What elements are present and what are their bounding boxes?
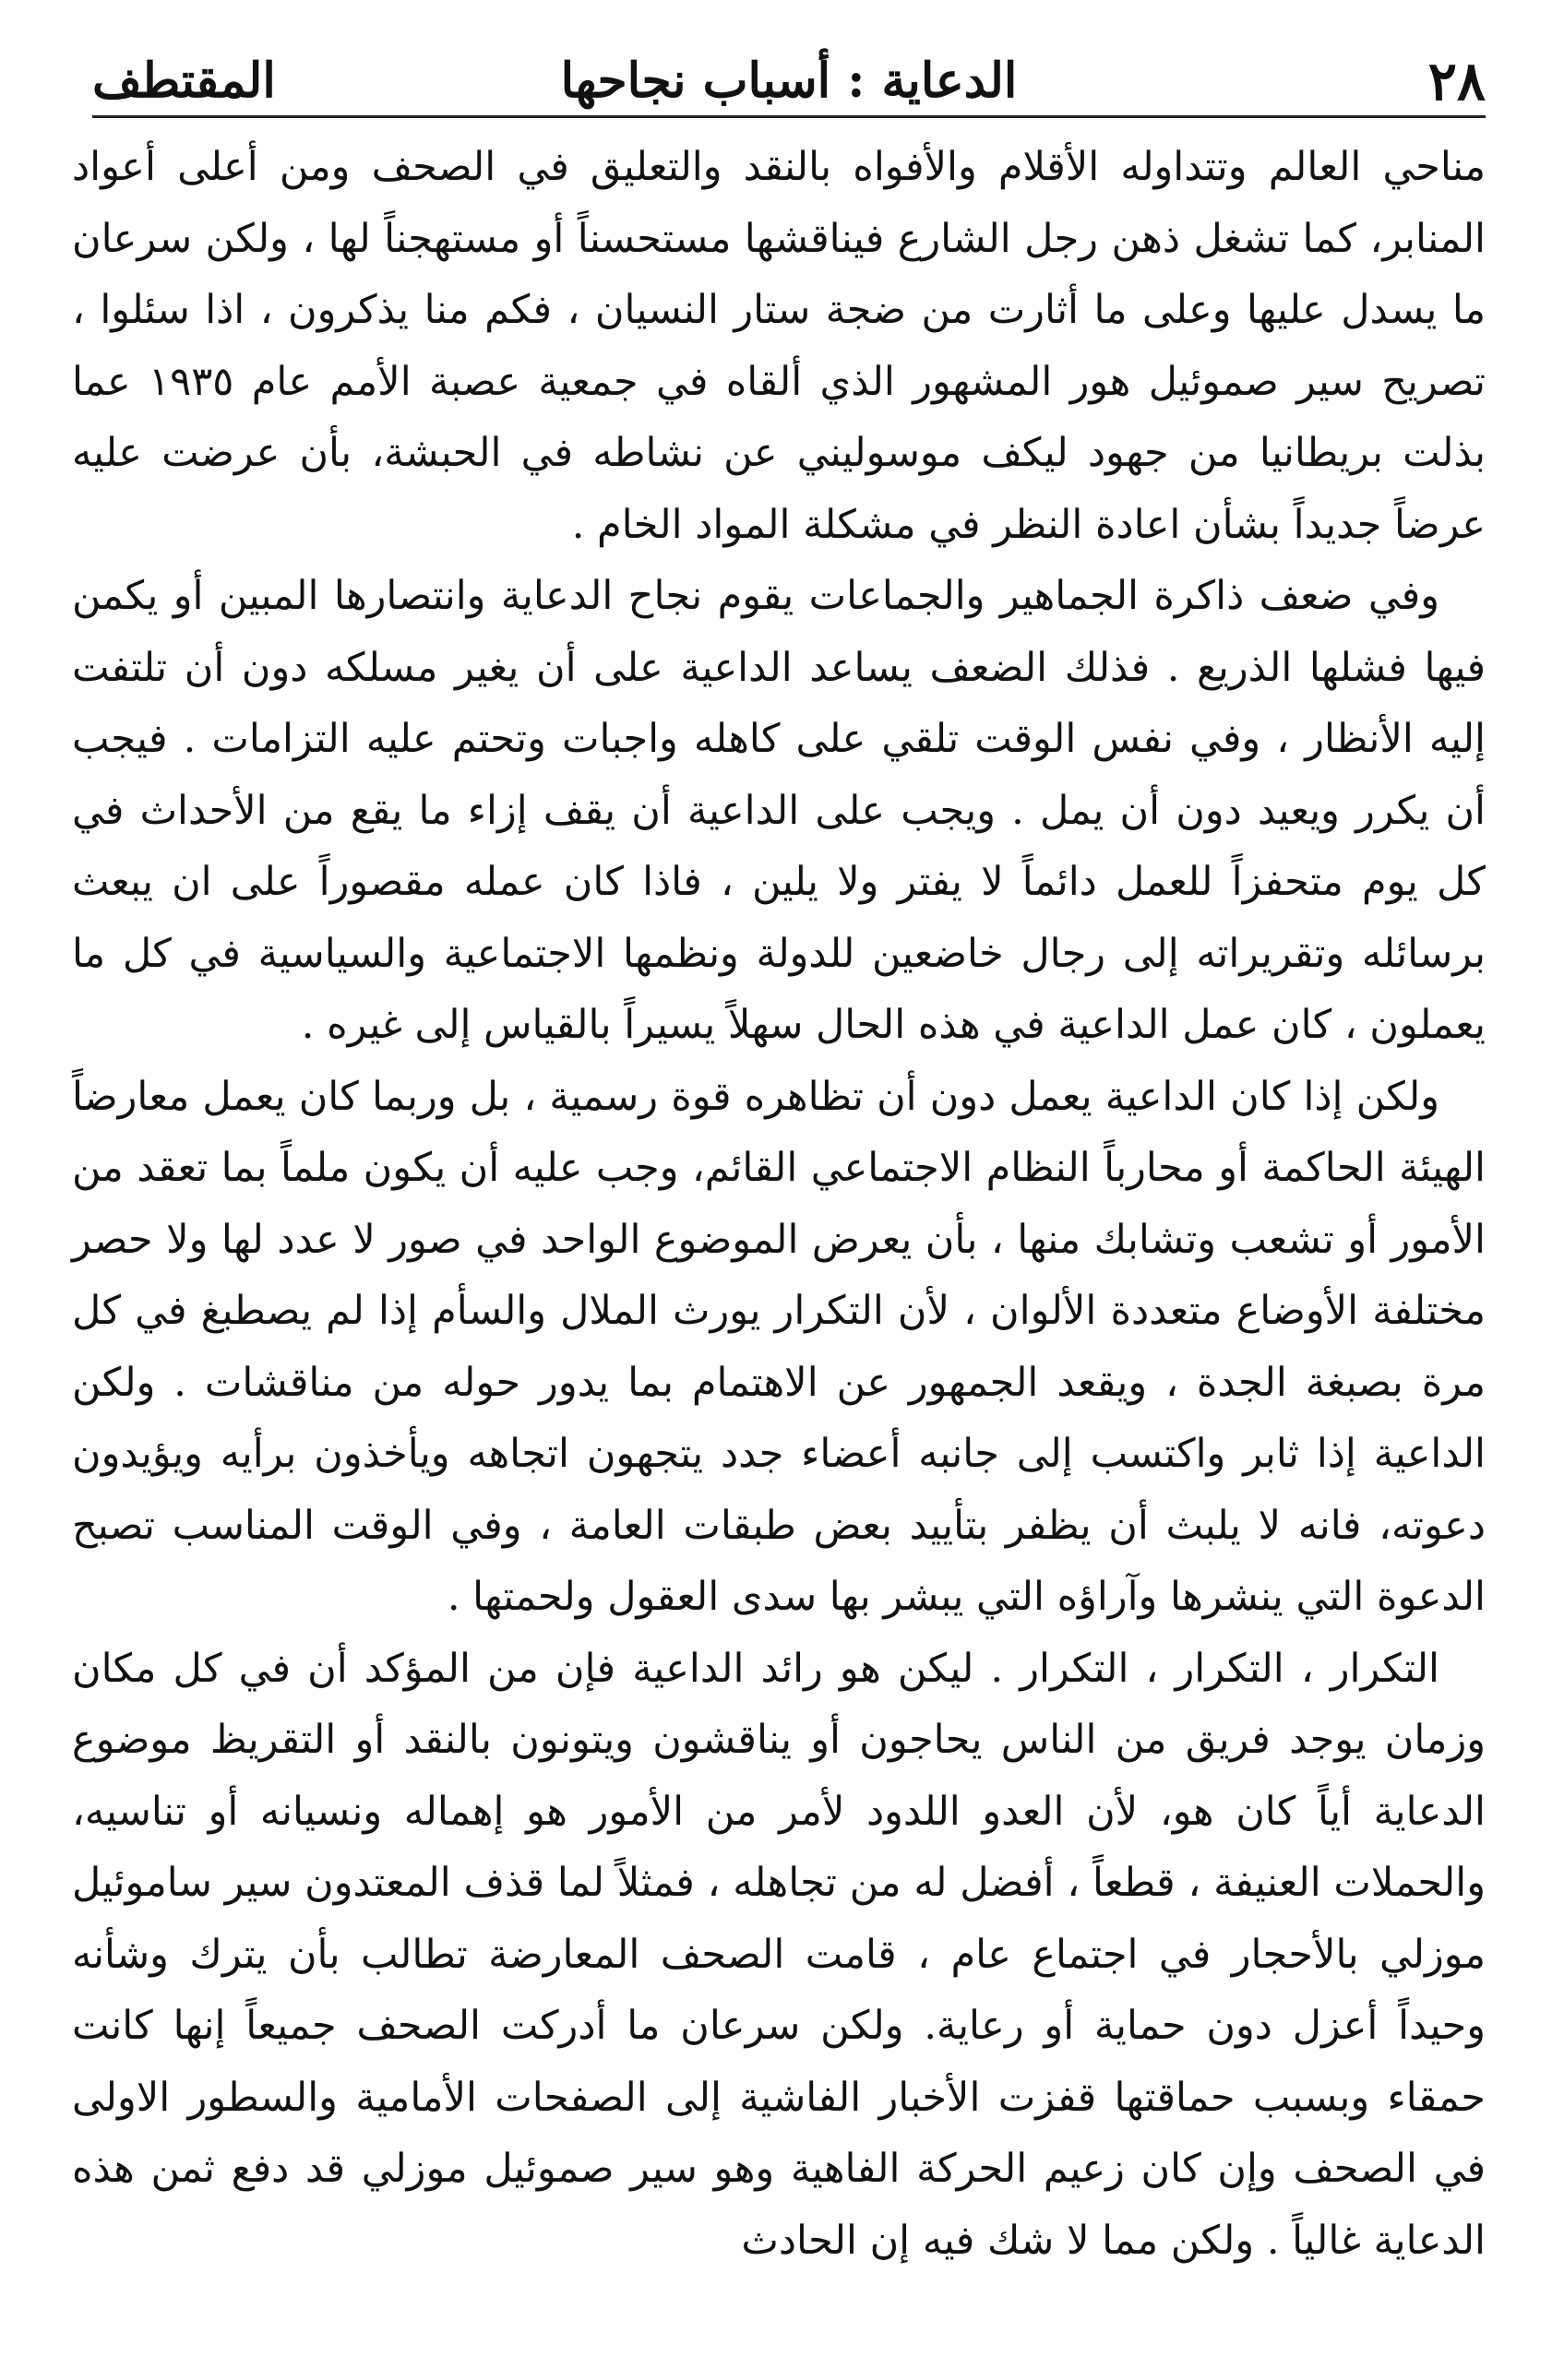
paragraph-continued: مناحي العالم وتتداوله الأقلام والأفواه بالنقد والتعليق في الصحف ومن أعلى أعواد المنابر، كما تشغل ذهن رجل الشارع فيناقشها مستحسناً أو مستهجناً لها ، ولكن سرعان ما يسدل عليها وعلى ما أثارت من ضجة ستار النسيان ، فكم منا يذكرون ، اذا سئلوا ، تصريح سير صموئيل هور المشهور الذي ألقاه في جمعية عصبة الأمم عام ١٩٣٥ عما بذلت بريطانيا من جهود ليكف موسوليني عن نشاطه في الحبشة، بأن عرضت عليه عرضاً جديداً بشأن اعادة النظر في مشكلة المواد الخام . [72, 144, 1486, 548]
page-number: ٢٨ [1427, 50, 1486, 113]
article-body [72, 132, 1486, 2277]
running-header [92, 44, 1486, 118]
journal-name: المقتطف [92, 53, 276, 109]
paragraph: وفي ضعف ذاكرة الجماهير والجماعات يقوم نجاح الدعاية وانتصارها المبين أو يكمن فيها فشلها الذريع . فذلك الضعف يساعد الداعية على أن يغير مسلكه دون أن تلتفت إليه الأنظار ، وفي نفس الوقت تلقي على كاهله واجبات وتحتم عليه التزامات . فيجب أن يكرر ويعيد دون أن يمل . ويجب على الداعية أن يقف إزاء ما يقع من الأحداث في كل يوم متحفزاً للعمل دائماً لا يفتر ولا يلين ، فاذا كان عمله مقصوراً على ان يبعث برسائله وتقريراته إلى رجال خاضعين للدولة ونظمها الاجتماعية والسياسية في كل ما يعملون ، كان عمل الداعية في هذه الحال سهلاً يسيراً بالقياس إلى غيره . [72, 573, 1486, 1048]
paragraph: التكرار ، التكرار ، التكرار . ليكن هو رائد الداعية فإن من المؤكد أن في كل مكان وزمان يوجد فريق من الناس يحاجون أو يناقشون ويتونون بالنقد أو التقريظ موضوع الدعاية أياً كان هو، لأن العدو اللدود لأمر من الأمور هو إهماله ونسيانه أو تناسيه، والحملات العنيفة ، قطعاً ، أفضل له من تجاهله ، فمثلاً لما قذف المعتدون سير ساموئيل موزلي بالأحجار في اجتماع عام ، قامت الصحف المعارضة تطالب بأن يترك وشأنه وحيداً أعزل دون حماية أو رعاية. ولكن سرعان ما أدركت الصحف جميعاً إنها كانت حمقاء وبسبب حماقتها قفزت الأخبار الفاشية إلى الصفحات الأمامية والسطور الاولى في الصحف وإن كان زعيم الحركة الفاهية وهو سير صموئيل موزلي قد دفع ثمن هذه الدعاية غالياً . ولكن مما لا شك فيه إن الحادث [72, 1645, 1486, 2264]
paragraph: ولكن إذا كان الداعية يعمل دون أن تظاهره قوة رسمية ، بل وربما كان يعمل معارضاً الهيئة الحاكمة أو محارباً النظام الاجتماعي القائم، وجب عليه أن يكون ملماً بما تعقد من الأمور أو تشعب وتشابك منها ، بأن يعرض الموضوع الواحد في صور لا عدد لها ولا حصر مختلفة الأوضاع متعددة الألوان ، لأن التكرار يورث الملال والسأم إذا لم يصطبغ في كل مرة بصبغة الجدة ، ويقعد الجمهور عن الاهتمام بما يدور حوله من مناقشات . ولكن الداعية إذا ثابر واكتسب إلى جانبه أعضاء جدد يتجهون اتجاهه ويأخذون برأيه ويؤيدون دعوته، فانه لا يلبث أن يظفر بتأييد بعض طبقات العامة ، وفي الوقت المناسب تصبح الدعوة التي ينشرها وآراؤه التي يبشر بها سدى العقول ولحمتها . [72, 1073, 1486, 1620]
running-title: الدعاية : أسباب نجاحها [560, 53, 1018, 109]
header-divider [92, 115, 1486, 118]
